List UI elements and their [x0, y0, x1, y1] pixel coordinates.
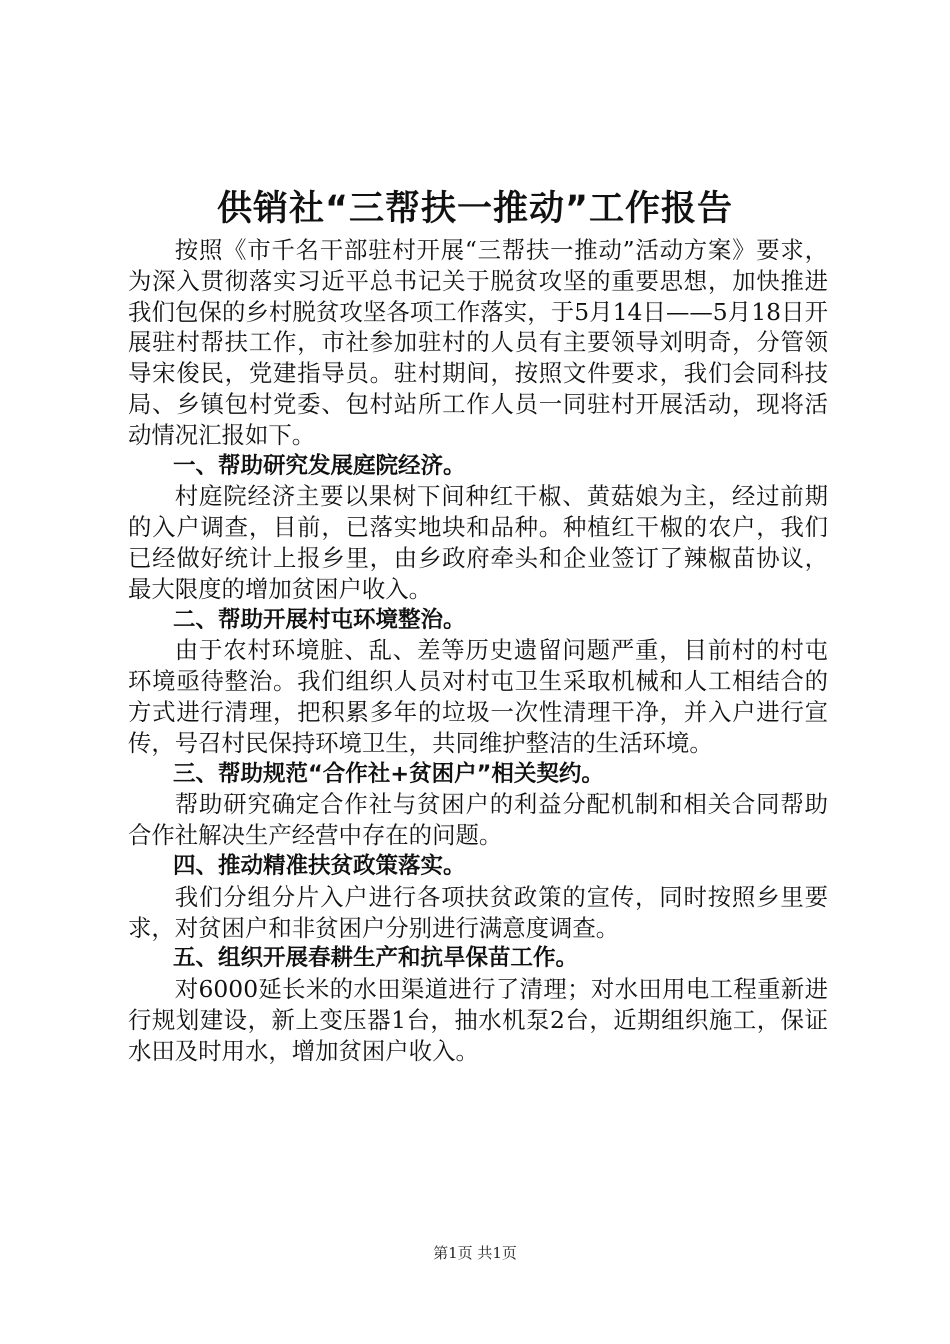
section-heading-3: 三、帮助规范“合作社+贫困户”相关契约。 [173, 760, 604, 787]
section-heading-1: 一、帮助研究发展庭院经济。 [173, 452, 466, 479]
section-body-1: 村庭院经济主要以果树下间种红干椒、黄菇娘为主，经过前期的入户调查，目前，已落实地块和品种。种植红干椒的农户，我们已经做好统计上报乡里，由乡政府牵头和企业签订了辣椒苗协议，最大限度的增加贫困户收入。 [128, 482, 828, 603]
document-title: 供销社“三帮扶一推动”工作报告 [216, 189, 733, 229]
section-body-4: 我们分组分片入户进行各项扶贫政策的宣传，同时按照乡里要求，对贫困户和非贫困户分别进行满意度调查。 [128, 882, 828, 942]
section-heading-2: 二、帮助开展村屯环境整治。 [173, 606, 466, 633]
section-heading-4: 四、推动精准扶贫政策落实。 [173, 852, 466, 879]
document-body [128, 235, 828, 1067]
section-body-5: 对6000延长米的水田渠道进行了清理；对水田用电工程重新进行规划建设，新上变压器1台，抽水机泵2台，近期组织施工，保证水田及时用水，增加贫困户收入。 [128, 975, 828, 1065]
page-footer: 第1页 共1页 [433, 1244, 517, 1262]
section-body-3: 帮助研究确定合作社与贫困户的利益分配机制和相关合同帮助合作社解决生产经营中存在的问题。 [128, 790, 828, 850]
section-body-2: 由于农村环境脏、乱、差等历史遗留问题严重，目前村的村屯环境亟待整治。我们组织人员对村屯卫生采取机械和人工相结合的方式进行清理，把积累多年的垃圾一次性清理干净，并入户进行宣传，号召村民保持环境卫生，共同维护整洁的生活环境。 [128, 636, 828, 757]
section-heading-5: 五、组织开展春耕生产和抗旱保苗工作。 [173, 945, 579, 972]
intro-paragraph: 按照《市千名干部驻村开展“三帮扶一推动”活动方案》要求，为深入贯彻落实习近平总书记关于脱贫攻坚的重要思想，加快推进我们包保的乡村脱贫攻坚各项工作落实，于5月14日——5月18日开展驻村帮扶工作，市社参加驻村的人员有主要领导刘明奇，分管领导宋俊民，党建指导员。驻村期间，按照文件要求，我们会同科技局、乡镇包村党委、包村站所工作人员一同驻村开展活动，现将活动情况汇报如下。 [128, 236, 828, 449]
